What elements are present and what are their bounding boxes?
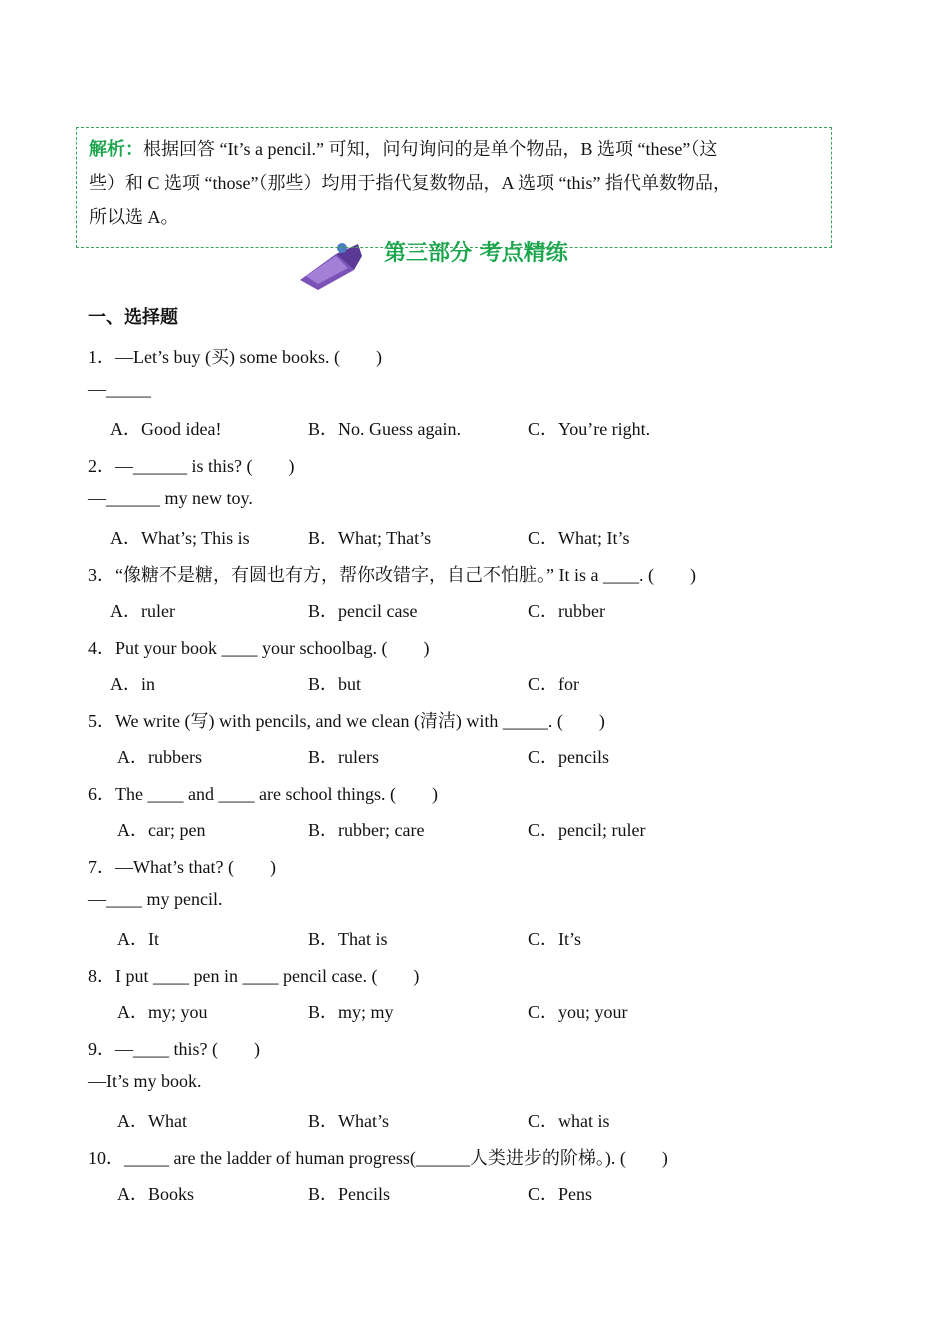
section-title: 一、选择题 [88,307,178,327]
option-c[interactable]: C．You’re right. [528,419,651,439]
analysis-label: 解析： [89,139,143,159]
question-stem: 5．We write (写) with pencils, and we clean (清洁) with _____. ( ) [88,711,605,731]
option-c[interactable]: C．rubber [528,601,605,621]
analysis-line-1: 解析：根据回答 “It’s a pencil.” 可知，问句询问的是单个物品，B 选项 “these”（这 [89,139,718,159]
option-b[interactable]: B．pencil case [308,601,418,621]
option-b[interactable]: B．That is [308,929,388,949]
option-b[interactable]: B．but [308,674,362,694]
option-c[interactable]: C．What; It’s [528,528,630,548]
question-stem: 2．—______ is this? ( ) [88,456,295,476]
option-c[interactable]: C．pencils [528,747,609,767]
question-stem: 6．The ____ and ____ are school things. ( ) [88,784,438,804]
question-stem: 4．Put your book ____ your schoolbag. ( ) [88,638,430,658]
analysis-line-2: 些）和 C 选项 “those”（那些）均用于指代复数物品，A 选项 “this” 指代单数物品， [89,173,731,193]
option-a[interactable]: A．What [117,1111,187,1131]
question-stem: 7．—What’s that? ( ) [88,857,276,877]
question-answer-line: —_____ [88,379,151,399]
question-answer-line: —______ my new toy. [88,488,253,508]
option-c[interactable]: C．for [528,674,579,694]
option-a[interactable]: A．It [117,929,159,949]
option-b[interactable]: B．rulers [308,747,379,767]
option-b[interactable]: B．What’s [308,1111,389,1131]
analysis-box [76,127,832,248]
option-a[interactable]: A．my; you [117,1002,208,1022]
option-b[interactable]: B．my; my [308,1002,394,1022]
banner-title: 第三部分 考点精练 [384,241,568,266]
question-stem: 9．—____ this? ( ) [88,1039,260,1059]
question-stem: 3．“像糖不是糖，有圆也有方，帮你改错字，自己不怕脏。” It is a ____. ( ) [88,565,696,585]
option-c[interactable]: C．It’s [528,929,582,949]
option-b[interactable]: B．Pencils [308,1184,391,1204]
option-c[interactable]: C．you; your [528,1002,628,1022]
option-b[interactable]: B．No. Guess again. [308,419,461,439]
option-c[interactable]: C．what is [528,1111,610,1131]
option-a[interactable]: A．What’s; This is [110,528,250,548]
option-a[interactable]: A．Good idea! [110,419,222,439]
option-a[interactable]: A．Books [117,1184,195,1204]
option-a[interactable]: A．car; pen [117,820,206,840]
analysis-line-3: 所以选 A。 [89,207,179,227]
option-c[interactable]: C．pencil; ruler [528,820,646,840]
option-a[interactable]: A．in [110,674,155,694]
option-b[interactable]: B．What; That’s [308,528,432,548]
option-c[interactable]: C．Pens [528,1184,593,1204]
question-stem: 10．_____ are the ladder of human progress(______人类进步的阶梯。). ( ) [88,1148,668,1168]
option-a[interactable]: A．ruler [110,601,175,621]
option-b[interactable]: B．rubber; care [308,820,425,840]
question-stem: 8．I put ____ pen in ____ pencil case. ( ) [88,966,420,986]
question-answer-line: —____ my pencil. [88,889,223,909]
option-a[interactable]: A．rubbers [117,747,202,767]
question-answer-line: —It’s my book. [88,1071,202,1091]
question-stem: 1．—Let’s buy (买) some books. ( ) [88,347,382,367]
